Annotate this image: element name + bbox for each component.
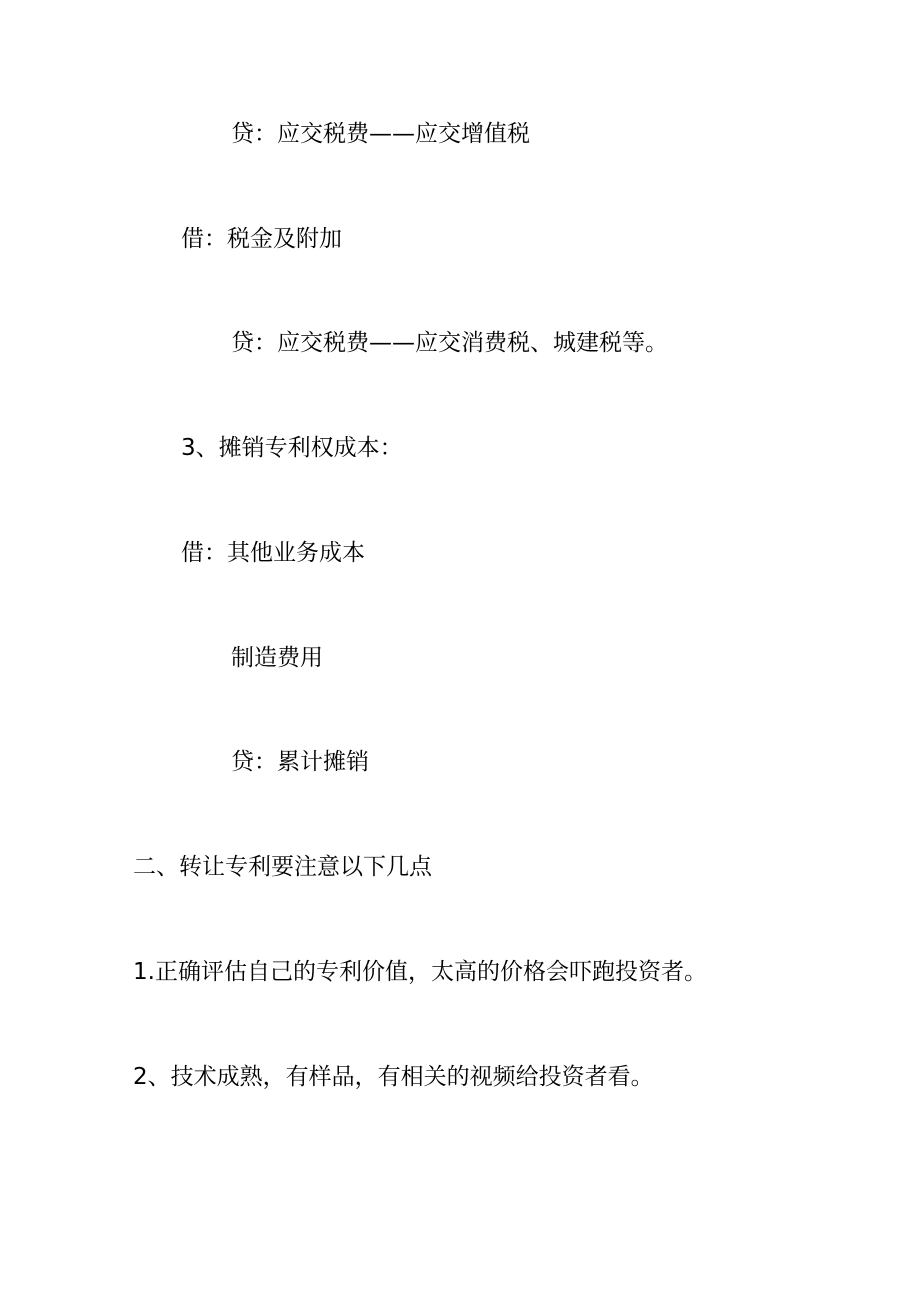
credit-line-consumption-tax: 贷：应交税费——应交消费税、城建税等。 bbox=[231, 330, 668, 356]
credit-line-accumulated-amortization: 贷：累计摊销 bbox=[231, 749, 369, 775]
section-heading-transfer: 二、转让专利要注意以下几点 bbox=[133, 854, 432, 880]
debit-line-manufacturing-costs: 制造费用 bbox=[231, 645, 323, 671]
list-item-2: 2、技术成熟，有样品，有相关的视频给投资者看。 bbox=[133, 1064, 654, 1090]
credit-line-vat: 贷：应交税费——应交增值税 bbox=[231, 121, 530, 147]
debit-line-other-costs: 借：其他业务成本 bbox=[181, 540, 365, 566]
list-item-1: 1.正确评估自己的专利价值，太高的价格会吓跑投资者。 bbox=[133, 959, 707, 985]
debit-line-taxes-surcharges: 借：税金及附加 bbox=[181, 226, 342, 252]
section-heading-amortization: 3、摊销专利权成本： bbox=[181, 435, 403, 461]
